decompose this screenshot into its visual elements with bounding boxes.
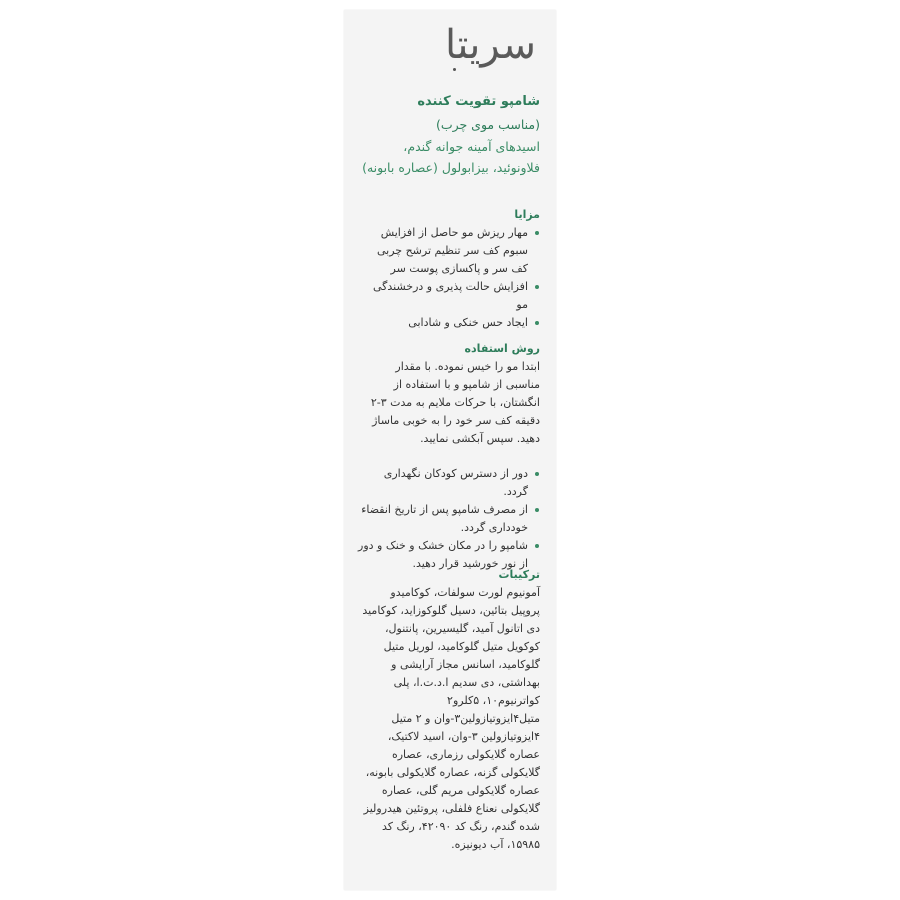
bullet-icon	[535, 321, 539, 325]
product-subtitle: (مناسب موی چرب)	[435, 117, 540, 132]
product-title: شامپو تقویت کننده	[417, 94, 540, 109]
usage-section	[358, 340, 540, 448]
registered-mark	[453, 68, 456, 71]
bullet-icon	[535, 544, 539, 548]
active-ingredients: اسیدهای آمینه جوانه گندم، فلاونوئید، بیزابولول (عصاره بابونه)	[362, 139, 540, 175]
list-item-text: ایجاد حس خنکی و شادابی	[408, 316, 528, 329]
usage-text: ابتدا مو را خیس نموده. با مقدار مناسبی از شامپو و با استفاده از انگشتان، با حرکات ملایم به مدت ۳-۲ دقیقه کف سر خود را به خوبی ماساژ دهید. سپس آبکشی نمایید.	[370, 360, 540, 445]
list-item	[358, 501, 540, 537]
benefits-heading: مزایا	[514, 208, 540, 221]
bullet-icon	[535, 472, 539, 476]
list-item-text: افزایش حالت پذیری و درخشندگی مو	[372, 280, 528, 311]
list-item-text: شامپو را در مکان خشک و خنک و دور از نور خورشید قرار دهید.	[358, 539, 528, 570]
usage-heading: روش استفاده	[464, 342, 540, 355]
list-item	[358, 465, 540, 501]
bullet-icon	[535, 231, 539, 235]
ingredients-text: آمونیوم لورت سولفات، کوکامیدو پروپیل بتائین، دسیل گلوکوزاید، کوکامید دی اتانول آمید، گلیسیرین، پانتنول، کوکویل متیل گلوکامید، لوریل متیل گلوکامید، اسانس مجاز آرایشی و بهداشتی، دی سدیم ا.د.ت.ا، پلی کواترنیوم۱۰، ۵کلرو۲ متیل۴ایزوتیازولین۳-وان و ۲ متیل ۴ایزوتیازولین ۳-وان، اسید لاکتیک، عصاره گلایکولی رزماری، عصاره گلایکولی گزنه، عصاره گلایکولی بابونه، عصاره گلایکولی مریم گلی، عصاره گلایکولی نعناع فلفلی، پروتئین هیدرولیز شده گندم، رنگ کد ۴۲۰۹۰، رنگ کد ۱۵۹۸۵، آب دیونیزه.	[362, 586, 540, 851]
list-item	[358, 278, 540, 314]
ingredients-heading: ترکیبات	[498, 568, 540, 581]
benefits-section	[358, 206, 540, 332]
list-item-text: دور از دسترس کودکان نگهداری گردد.	[383, 467, 528, 498]
bullet-icon	[535, 508, 539, 512]
benefits-list	[358, 224, 540, 332]
list-item	[358, 314, 540, 332]
brand-logo: سریتا	[445, 22, 536, 68]
list-item-text: از مصرف شامپو پس از تاریخ انقضاء خودداری گردد.	[361, 503, 528, 534]
ingredients-section	[358, 566, 540, 854]
warnings-list	[358, 465, 540, 573]
product-label-panel	[344, 10, 556, 890]
list-item	[358, 224, 540, 278]
warnings-section	[358, 465, 540, 573]
bullet-icon	[535, 285, 539, 289]
list-item-text: مهار ریزش مو حاصل از افزایش سبوم کف سر تنظیم ترشح چربی کف سر و پاکسازی پوست سر	[376, 226, 528, 275]
